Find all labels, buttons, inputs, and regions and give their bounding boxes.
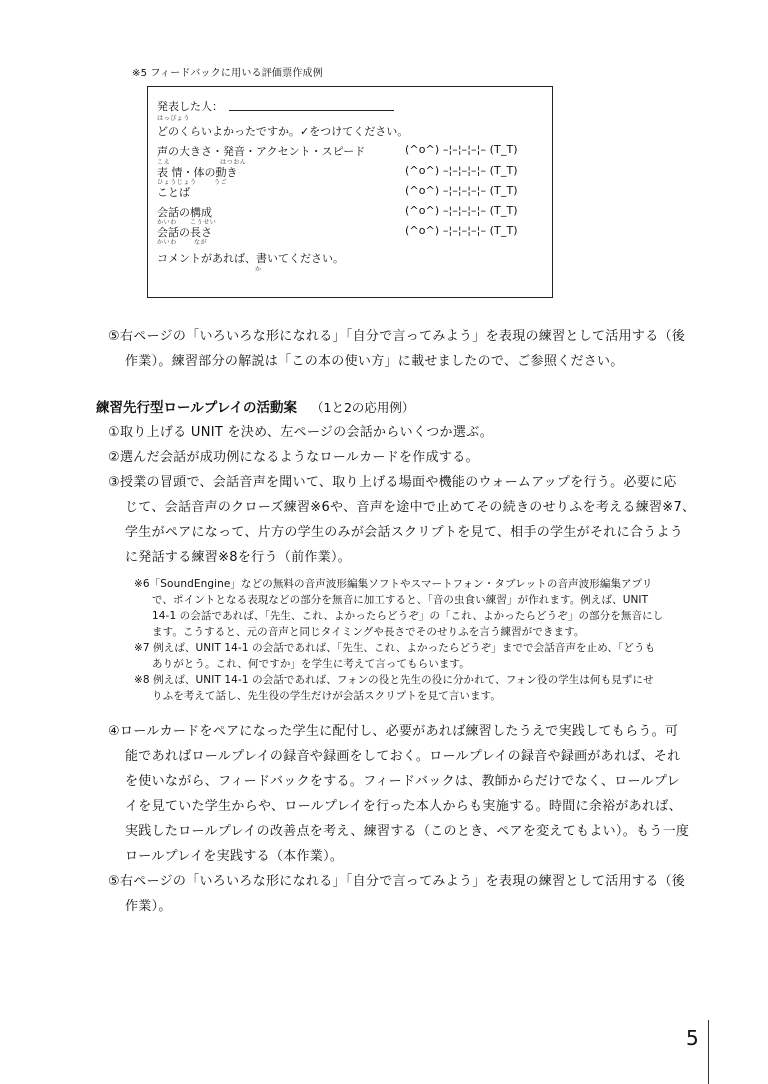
footnote-line: で、ポイントとなる表現などの部分を無音に加工すると、「音の虫食い練習」が作れます。例えば、UNIT: [152, 594, 649, 606]
eval-item-ruby: こうせい: [190, 219, 217, 226]
eval-scale: (^o^) –¦–¦–¦–¦– (T_T): [405, 164, 518, 177]
step-line: ③授業の冒頭で、会話音声を聞いて、取り上げる場面や機能のウォームアップを行う。必要に応: [108, 475, 677, 490]
section-heading-main: 練習先行型ロールプレイの活動案: [96, 400, 298, 416]
footnote-line: 14-1 の会話であれば、「先生、これ、よかったらどうぞ」の「これ、よかったらどうぞ」の部分を無音にし: [152, 610, 664, 622]
presenter-name-line: [229, 110, 394, 111]
eval-item-ruby: かいわ: [157, 219, 177, 226]
step-line: じて、会話音声のクローズ練習※6や、音声を途中で止めてその続きのせりふを考える練習※7、: [125, 500, 696, 515]
footnote-line: ありがとう。これ、何ですか」を学生に考えて言ってもらいます。: [152, 658, 470, 670]
section-heading: [96, 396, 414, 416]
instruction-text: どのくらいよかったですか。✓をつけてください。: [157, 125, 409, 138]
presenter-label: 発表した人：: [157, 100, 223, 113]
step-line: ④ロールカードをペアになった学生に配付し、必要があれば練習したうえで実践してもらう。可: [108, 724, 679, 739]
evaluation-form-box: [147, 86, 553, 298]
eval-item-label: ことば: [157, 186, 190, 199]
eval-item-label: 会話の長さ: [157, 226, 212, 239]
footnote-line: ※8 例えば、UNIT 14-1 の会話であれば、フォンの役と先生の役に分かれて、フォン役の学生は何も見ずにせ: [134, 674, 654, 686]
section-heading-sub: （1と2の応用例）: [311, 400, 415, 415]
step-line: 実践したロールプレイの改善点を考え、練習する（このとき、ペアを変えてもよい）。もう一度: [125, 824, 690, 839]
step-line: に発話する練習※8を行う（前作業）。: [125, 550, 352, 565]
footnote-line: ※7 例えば、UNIT 14-1 の会話であれば、「先生、これ、よかったらどうぞ」までで会話音声を止め、「どうも: [134, 642, 656, 654]
eval-scale: (^o^) –¦–¦–¦–¦– (T_T): [405, 224, 518, 237]
eval-item-ruby: なが: [194, 239, 208, 246]
note-5-title: ※5 フィードバックに用いる評価票作成例: [132, 68, 323, 79]
step-line: 学生がペアになって、片方の学生のみが会話スクリプトを見て、相手の学生がそれに合うよう: [125, 525, 684, 540]
paragraph-line: ⑤右ページの「いろいろな形になれる」「自分で言ってみよう」を表現の練習として活用する（後: [108, 329, 686, 344]
presenter-ruby: はっぴょう: [157, 115, 191, 122]
step-line: 能であればロールプレイの録音や録画をしておく。ロールプレイの録音や録画があれば、それ: [125, 749, 681, 764]
step-line: イを見ていた学生からや、ロールプレイを行った本人からも実施する。時間に余裕があれば、: [125, 799, 682, 814]
eval-scale: (^o^) –¦–¦–¦–¦– (T_T): [405, 204, 518, 217]
eval-item-label: 会話の構成: [157, 206, 212, 219]
paragraph-line: 作業）。練習部分の解説は「この本の使い方」に載せましたので、ご参照ください。: [125, 354, 624, 369]
step-line: を使いながら、フィードバックをする。フィードバックは、教師からだけでなく、ロールプレ: [125, 774, 680, 789]
step-line: 作業）。: [125, 899, 172, 914]
page-number-divider: [708, 1020, 709, 1084]
eval-item-ruby: はつおん: [220, 159, 247, 166]
footnote-line: ※6「SoundEngine」などの無料の音声波形編集ソフトやスマートフォン・タブレットの音声波形編集アプリ: [134, 578, 653, 590]
eval-scale: (^o^) –¦–¦–¦–¦– (T_T): [405, 143, 518, 156]
step-line: ①取り上げる UNIT を決め、左ページの会話からいくつか選ぶ。: [108, 425, 494, 440]
eval-item-ruby: かいわ: [157, 239, 177, 246]
eval-item-ruby: ひょうじょう: [157, 179, 197, 186]
eval-item-ruby: こえ: [157, 159, 171, 166]
footnote-line: りふを考えて話し、先生役の学生だけが会話スクリプトを見て言います。: [152, 690, 501, 702]
comment-prompt: コメントがあれば、書いてください。: [157, 252, 344, 265]
page-number: 5: [686, 1026, 699, 1050]
step-line: ロールプレイを実践する（本作業）。: [125, 849, 344, 864]
step-line: ②選んだ会話が成功例になるようなロールカードを作成する。: [108, 450, 479, 465]
eval-item-label: 表 情・体の動き: [157, 166, 238, 179]
eval-item-label: 声の大きさ・発音・アクセント・スピード: [157, 145, 366, 158]
eval-scale: (^o^) –¦–¦–¦–¦– (T_T): [405, 184, 518, 197]
eval-item-ruby: うご: [214, 179, 228, 186]
footnote-line: ます。こうすると、元の音声と同じタイミングや長さでそのせりふを言う練習ができます。: [152, 626, 585, 638]
comment-ruby: か: [255, 266, 262, 273]
step-line: ⑤右ページの「いろいろな形になれる」「自分で言ってみよう」を表現の練習として活用する（後: [108, 874, 686, 889]
